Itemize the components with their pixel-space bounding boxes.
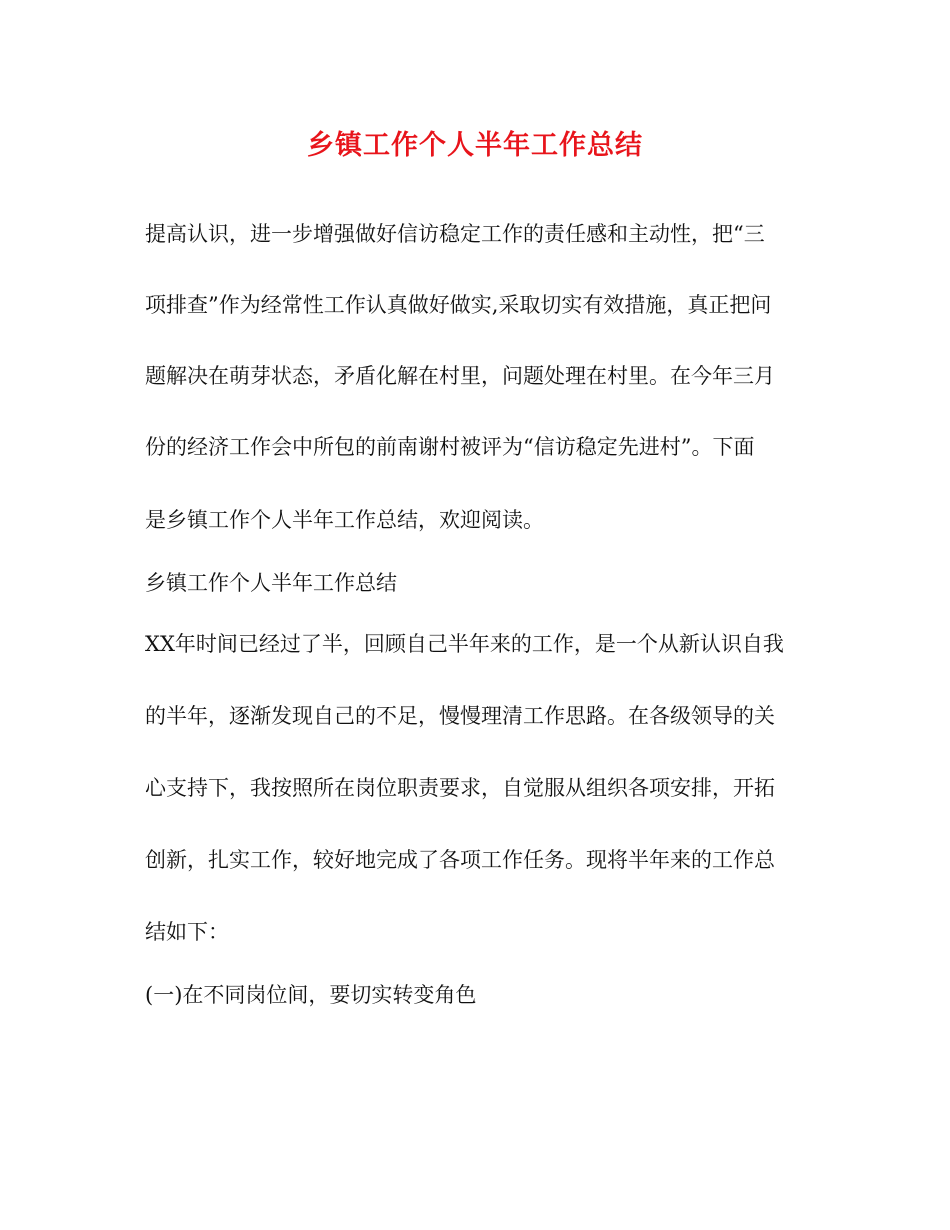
body-line-4: 创新，扎实工作，较好地完成了各项工作任务。现将半年来的工作总 [145, 848, 775, 872]
intro-line-2: 项排查”作为经常性工作认真做好做实,采取切实有效措施，真正把问 [145, 293, 772, 317]
body-line-3: 心支持下，我按照所在岗位职责要求，自觉服从组织各项安排，开拓 [145, 776, 775, 800]
section-subtitle: 乡镇工作个人半年工作总结 [145, 571, 397, 595]
intro-line-1: 提高认识，进一步增强做好信访稳定工作的责任感和主动性，把“三 [145, 222, 765, 246]
intro-line-3: 题解决在萌芽状态，矛盾化解在村里，问题处理在村里。在今年三月 [145, 364, 775, 388]
section-heading-1: (一)在不同岗位间，要切实转变角色 [145, 983, 477, 1007]
intro-line-5: 是乡镇工作个人半年工作总结，欢迎阅读。 [145, 508, 544, 532]
document-title: 乡镇工作个人半年工作总结 [307, 130, 643, 161]
body-line-2: 的半年，逐渐发现自己的不足，慢慢理清工作思路。在各级领导的关 [145, 704, 775, 728]
body-line-1: XX年时间已经过了半，回顾自己半年来的工作，是一个从新认识自我 [145, 632, 784, 656]
intro-line-4: 份的经济工作会中所包的前南谢村被评为“信访稳定先进村”。下面 [145, 435, 755, 459]
body-line-5: 结如下： [145, 920, 229, 944]
